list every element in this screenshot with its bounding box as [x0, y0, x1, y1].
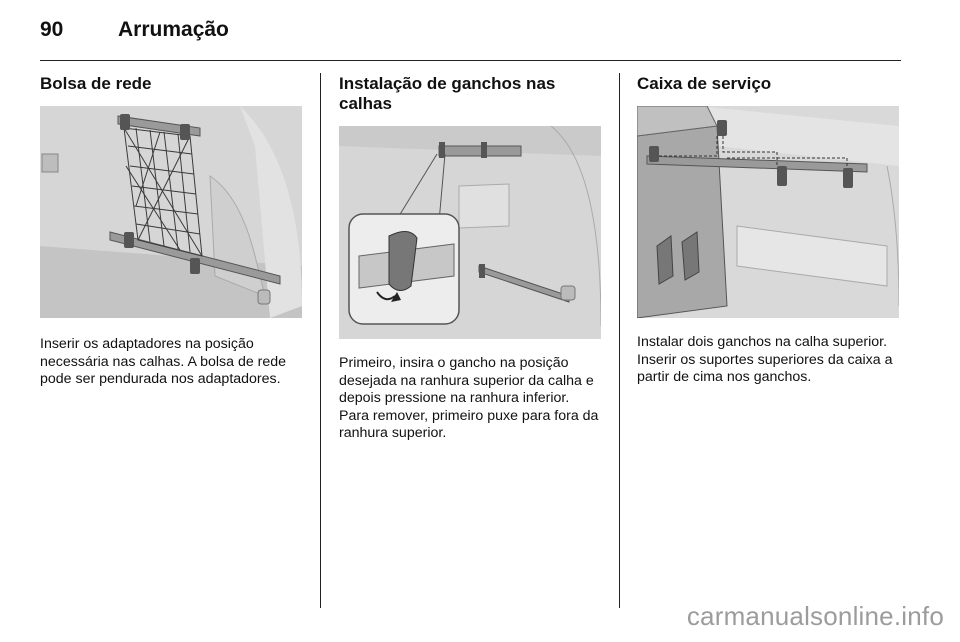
section-net-bag [40, 74, 304, 389]
section-service-box [637, 74, 901, 387]
rail-hooks-illustration [339, 126, 601, 339]
section-title: Caixa de serviço [637, 74, 772, 93]
net-bag-illustration [40, 106, 302, 318]
column-divider-1 [320, 73, 321, 608]
chapter-title: Arrumação [118, 18, 229, 41]
service-box-illustration [637, 106, 899, 318]
section-text: Inserir os adaptadores na posição necessária nas calhas. A bolsa de rede pode ser pendurada nos adaptadores. [40, 336, 287, 387]
section-text: Primeiro, insira o gancho na posição desejada na ranhura superior da calha e depois pressione na ranhura inferior. Para remover, primeiro puxe para fora da ranhura superior. [339, 355, 599, 441]
page-header [40, 18, 900, 54]
watermark-text: carmanualsonline.info [686, 601, 944, 631]
page-number: 90 [40, 18, 64, 41]
section-rail-hooks [339, 74, 603, 443]
section-text: Instalar dois ganchos na calha superior. Inserir os suportes superiores da caixa a partir de cima nos ganchos. [637, 334, 893, 385]
column-divider-2 [619, 73, 620, 608]
section-title: Instalação de ganchos nas calhas [339, 74, 556, 113]
header-rule [40, 60, 901, 61]
section-title: Bolsa de rede [40, 74, 152, 93]
